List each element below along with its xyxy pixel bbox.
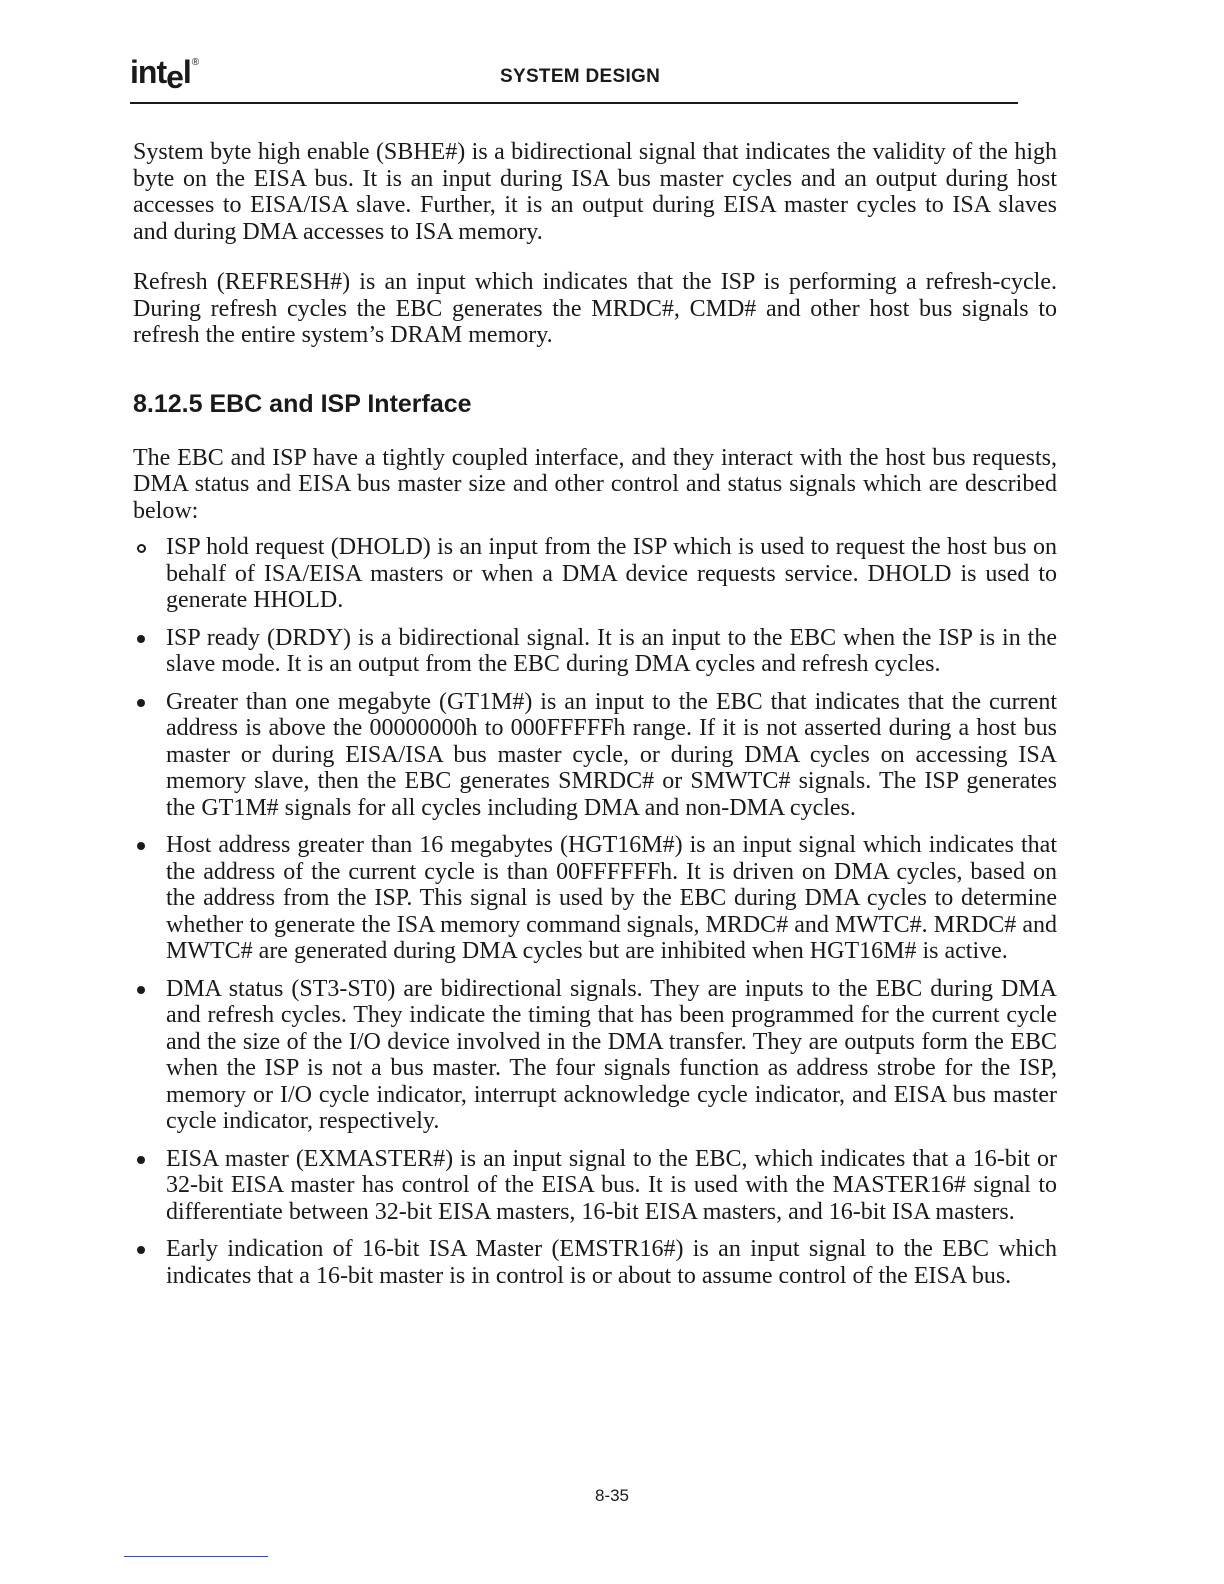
- list-item: [133, 976, 1057, 1135]
- bullet-text: EISA master (EXMASTER#) is an input signal to the EBC, which indicates that a 16-bit or 32-bit EISA master has control of the EISA bus. It is used with the MASTER16# signal to differentiate between 32-bit EISA masters, 16-bit EISA masters, and 16-bit ISA masters.: [166, 1145, 1057, 1225]
- list-item: [133, 1236, 1057, 1289]
- paragraph-refresh: Refresh (REFRESH#) is an input which indicates that the ISP is performing a refresh-cycle. During refresh cycles the EBC generates the MRDC#, CMD# and other host bus signals to refresh the entire system’s DRAM memory.: [133, 269, 1057, 348]
- page-header: [130, 52, 1018, 104]
- bullet-text: ISP ready (DRDY) is a bidirectional signal. It is an input to the EBC when the ISP is in the slave mode. It is an output from the EBC during DMA cycles and refresh cycles.: [166, 624, 1057, 677]
- bullet-icon: [137, 1246, 145, 1254]
- page-body: [133, 139, 1057, 1300]
- intel-logo: [130, 54, 199, 95]
- bullet-text: Greater than one megabyte (GT1M#) is an input to the EBC that indicates that the current address is above the 00000000h to 000FFFFFh range. If it is not asserted during a host bus master or during EISA/ISA bus master cycle, or during DMA cycles on accessing ISA memory slave, then the EBC generates SMRDC# or SMWTC# signals. The ISP generates the GT1M# signals for all cycles including DMA and non-DMA cycles.: [166, 688, 1057, 821]
- page-number: 8-35: [594, 1486, 630, 1505]
- list-item: [133, 534, 1057, 614]
- bullet-icon: [137, 544, 146, 553]
- bullet-text: DMA status (ST3-ST0) are bidirectional signals. They are inputs to the EBC during DMA and refresh cycles. They indicate the timing that has been programmed for the current cycle and the size of the I/O device involved in the DMA transfer. They are outputs form the EBC when the ISP is not a bus master. The four signals function as address strobe for the ISP, memory or I/O cycle indicator, interrupt acknowledge cycle indicator, and EISA bus master cycle indicator, respectively.: [166, 975, 1057, 1134]
- bullet-text: Early indication of 16-bit ISA Master (EMSTR16#) is an input signal to the EBC which indicates that a 16-bit master is in control is or about to assume control of the EISA bus.: [166, 1236, 1057, 1289]
- bullet-icon: [137, 635, 145, 643]
- logo-text-l: l: [182, 54, 191, 90]
- bullet-text: Host address greater than 16 megabytes (HGT16M#) is an input signal which indicates that the address of the current cycle is than 00FFFFFFh. It is driven on DMA cycles, based on the address from the ISP. This signal is used by the EBC during DMA cycles to determine whether to generate the ISA memory command signals, MRDC# and MWTC#. MRDC# and MWTC# are generated during DMA cycles but are inhibited when HGT16M# is active.: [166, 832, 1057, 964]
- list-item: [133, 832, 1057, 965]
- section-heading: 8.12.5 EBC and ISP Interface: [133, 389, 472, 418]
- bullet-icon: [137, 699, 145, 707]
- logo-text-e: e: [166, 59, 183, 95]
- list-item: [133, 1146, 1057, 1226]
- bullet-text: ISP hold request (DHOLD) is an input from the ISP which is used to request the host bus on behalf of ISA/EISA masters or when a DMA device requests service. DHOLD is used to generate HHOLD.: [166, 534, 1057, 613]
- logo-text-int: int: [130, 54, 167, 90]
- paragraph-sbhe: System byte high enable (SBHE#) is a bidirectional signal that indicates the validity of the high byte on the EISA bus. It is an input during ISA bus master cycles and an output during host accesses to EISA/ISA slave. Further, it is an output during EISA master cycles to ISA slaves and during DMA accesses to ISA memory.: [133, 139, 1057, 245]
- bullet-icon: [137, 842, 145, 850]
- footer-divider: [124, 1556, 268, 1557]
- bullet-icon: [137, 986, 145, 994]
- registered-mark: ®: [191, 57, 199, 68]
- running-header-title: SYSTEM DESIGN: [500, 66, 661, 87]
- bullet-icon: [137, 1156, 145, 1164]
- signal-bullet-list: [133, 534, 1057, 1289]
- section-intro: The EBC and ISP have a tightly coupled interface, and they interact with the host bus requests, DMA status and EISA bus master size and other control and status signals which are described below:: [133, 444, 1057, 524]
- list-item: [133, 689, 1057, 822]
- list-item: [133, 625, 1057, 678]
